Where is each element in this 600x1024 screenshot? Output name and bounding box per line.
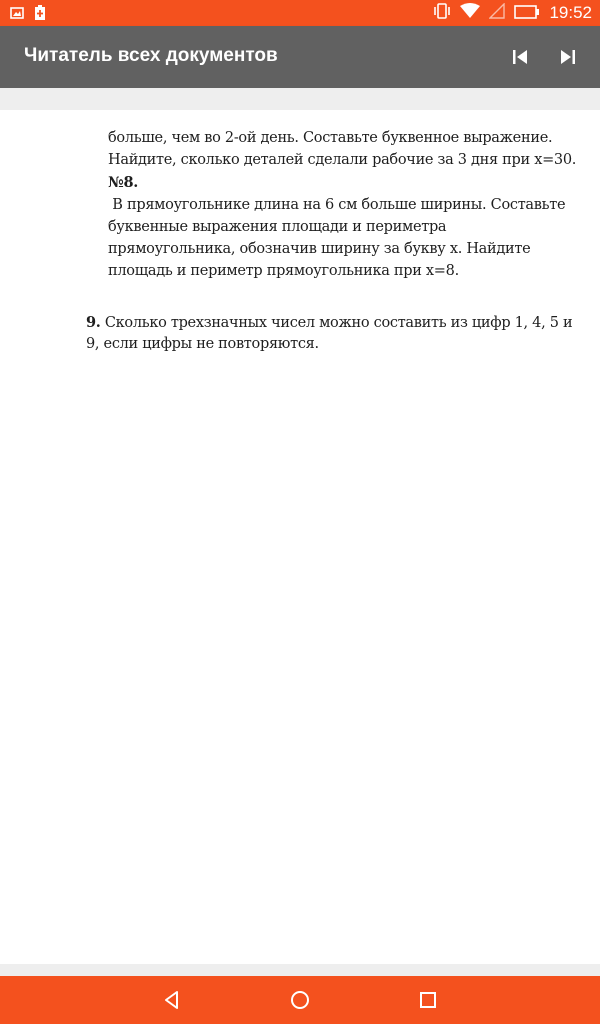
app-bar <box>0 26 600 88</box>
next-page-button[interactable] <box>555 44 581 70</box>
status-bar <box>0 0 600 26</box>
doc-line: В прямоугольнике длина на 6 см больше ширины. Составьте <box>108 197 566 213</box>
back-button[interactable] <box>160 988 184 1012</box>
bottom-divider <box>0 964 600 976</box>
task-9 <box>86 314 572 331</box>
back-icon <box>160 988 184 1012</box>
wifi-icon <box>460 3 480 23</box>
doc-line: прямоугольника, обозначив ширину за букву х. Найдите <box>108 241 531 257</box>
recent-apps-button[interactable] <box>416 988 440 1012</box>
battery-icon <box>514 4 540 23</box>
no-signal-icon <box>489 3 505 23</box>
image-notification-icon <box>10 5 24 25</box>
task-9-text-continued: 9, если цифры не повторяются. <box>86 336 319 352</box>
app-title: Читатель всех документов <box>24 45 278 66</box>
task-number-9: 9. <box>86 314 101 331</box>
top-divider <box>0 88 600 110</box>
system-navigation-bar <box>0 976 600 1024</box>
doc-line: больше, чем во 2-ой день. Составьте буквенное выражение. <box>108 130 553 146</box>
home-button[interactable] <box>288 988 312 1012</box>
home-icon <box>288 988 312 1012</box>
task-number-8: №8. <box>108 174 138 191</box>
battery-saver-icon <box>34 5 46 25</box>
task-9-text: Сколько трехзначных чисел можно составить из цифр 1, 4, 5 и <box>100 315 573 331</box>
doc-line: Найдите, сколько деталей сделали рабочие за 3 дня при х=30. <box>108 152 577 168</box>
doc-line: площадь и периметр прямоугольника при х=8. <box>108 263 459 279</box>
doc-line: буквенные выражения площади и периметра <box>108 219 447 235</box>
document-page[interactable] <box>0 110 600 964</box>
clock-time: 19:52 <box>549 3 592 22</box>
previous-page-button[interactable] <box>507 44 533 70</box>
recent-apps-icon <box>416 988 440 1012</box>
skip-next-icon <box>560 49 576 65</box>
skip-previous-icon <box>512 49 528 65</box>
vibrate-icon <box>433 3 451 23</box>
